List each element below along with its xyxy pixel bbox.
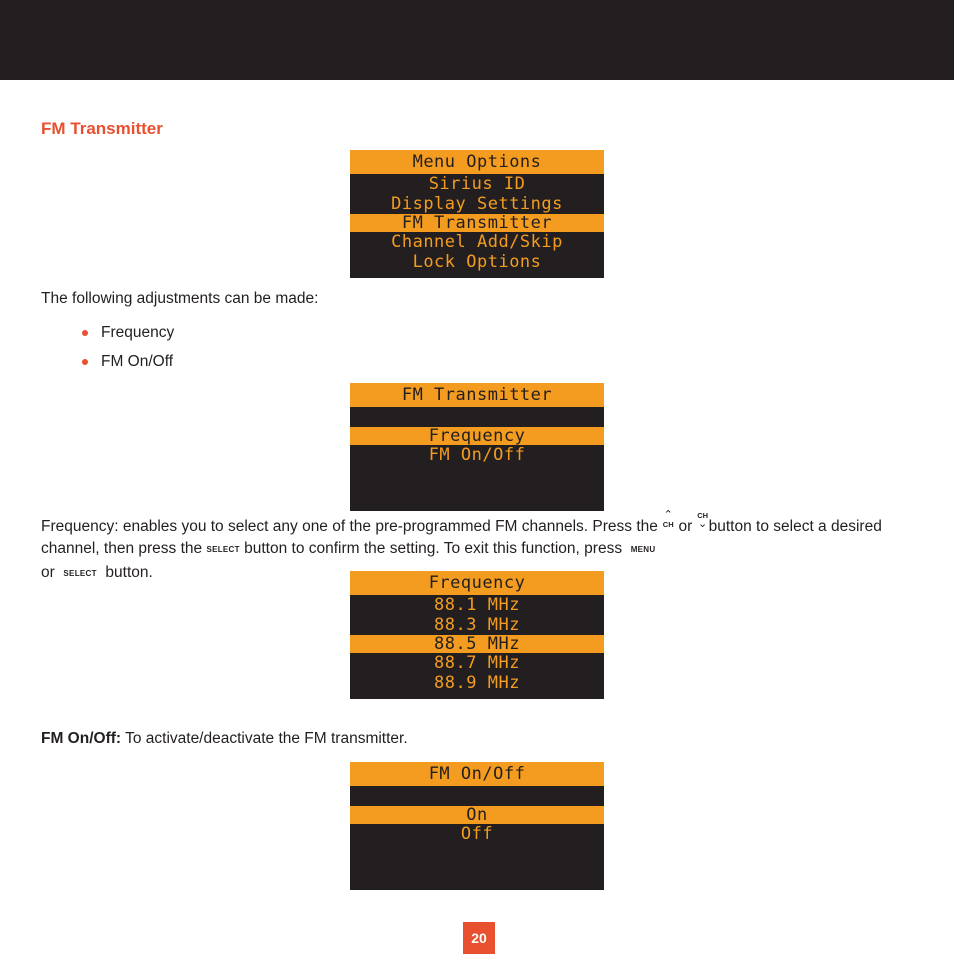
select-key-icon: SELECT bbox=[206, 545, 240, 554]
lcd-row bbox=[350, 485, 604, 505]
bullet-icon bbox=[82, 330, 88, 336]
lcd-row bbox=[350, 465, 604, 485]
onoff-description: FM On/Off: To activate/deactivate the FM transmitter. bbox=[41, 730, 408, 747]
lcd-row bbox=[350, 844, 604, 864]
lcd-row: 88.7 MHz bbox=[434, 653, 520, 673]
section-heading: FM Transmitter bbox=[41, 119, 163, 138]
lcd-row bbox=[350, 407, 604, 427]
lcd-title: Frequency bbox=[350, 571, 604, 595]
lcd-row: Off bbox=[460, 824, 494, 844]
lcd-screen-fm-onoff bbox=[350, 762, 604, 890]
lcd-row: Channel Add/Skip bbox=[391, 232, 563, 252]
lcd-row: Sirius ID bbox=[428, 174, 526, 194]
lcd-row: Lock Options bbox=[412, 252, 542, 272]
lcd-screen-menu-options bbox=[350, 150, 604, 278]
lcd-row: FM On/Off bbox=[428, 445, 526, 465]
intro-text: The following adjustments can be made: bbox=[41, 290, 319, 307]
menu-key-icon: MENU bbox=[630, 545, 656, 554]
frequency-description: Frequency: enables you to select any one of the pre-programmed FM channels. Press the ⌃ CH or CH ⌄ button to select a desired channel, then press the SELECT button to confirm the setting. To exit this function, press MENU or SELECT button. bbox=[41, 509, 882, 581]
lcd-row: 88.1 MHz bbox=[434, 595, 520, 615]
lcd-screen-frequency bbox=[350, 571, 604, 699]
lcd-screen-fm-transmitter bbox=[350, 383, 604, 511]
lcd-row: 88.9 MHz bbox=[434, 673, 520, 693]
lcd-row: 88.3 MHz bbox=[434, 615, 520, 635]
lcd-row: Display Settings bbox=[391, 194, 563, 214]
adjustments-list bbox=[82, 322, 174, 380]
lcd-title: Menu Options bbox=[350, 150, 604, 174]
list-item: Frequency bbox=[82, 322, 174, 351]
lcd-row-selected: On bbox=[350, 806, 604, 824]
bullet-icon bbox=[82, 359, 88, 365]
lcd-row-selected: Frequency bbox=[350, 427, 604, 445]
lcd-row-selected: 88.5 MHz bbox=[350, 635, 604, 653]
channel-up-key-icon: ⌃ CH bbox=[662, 509, 674, 529]
lcd-title: FM Transmitter bbox=[350, 383, 604, 407]
lcd-row-selected: FM Transmitter bbox=[350, 214, 604, 232]
lcd-row bbox=[350, 786, 604, 806]
lcd-title: FM On/Off bbox=[350, 762, 604, 786]
channel-down-key-icon: CH ⌄ bbox=[697, 511, 709, 530]
header-bar bbox=[0, 0, 954, 80]
lcd-row bbox=[350, 864, 604, 884]
list-item: FM On/Off bbox=[82, 351, 174, 380]
page-number: 20 bbox=[463, 922, 495, 954]
select-key-icon: SELECT bbox=[63, 569, 97, 578]
